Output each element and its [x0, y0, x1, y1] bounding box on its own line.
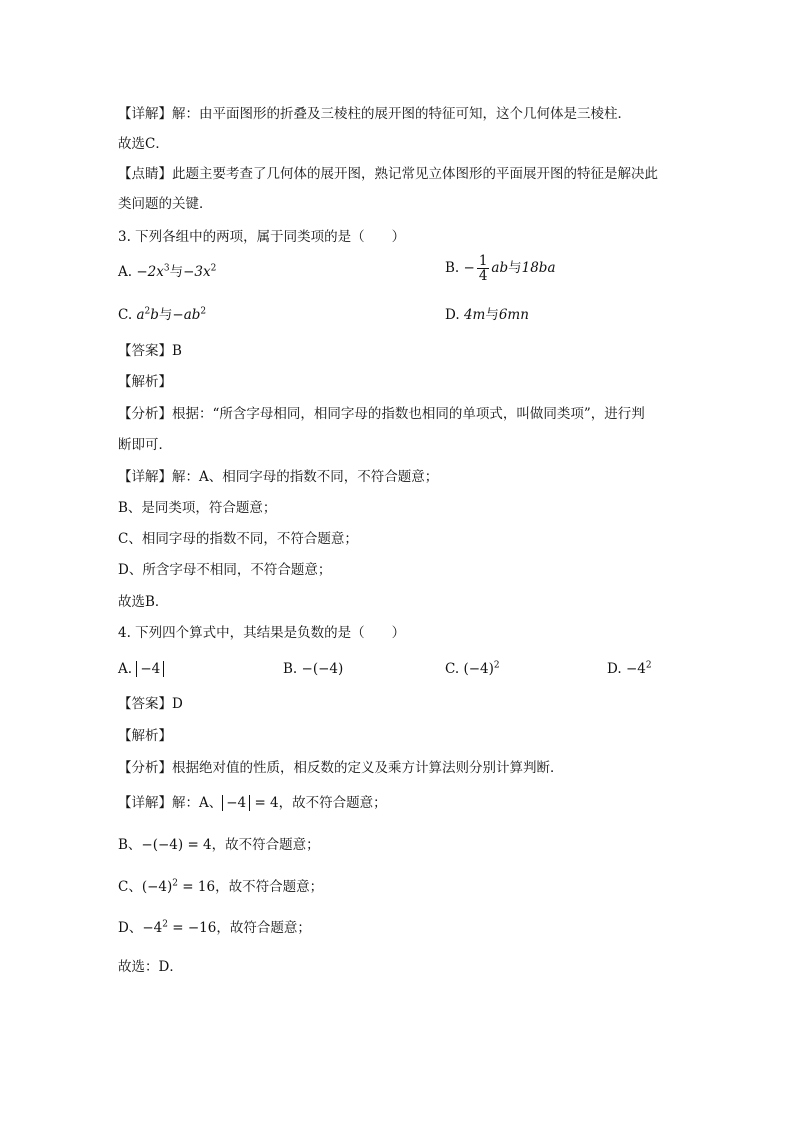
q4-detail-c	[118, 877, 323, 897]
math-term: −4	[142, 920, 163, 936]
math-equation: = 4	[250, 795, 279, 811]
detail-prefix: B、	[118, 837, 142, 853]
detail-prefix: C、	[118, 879, 142, 895]
q4-option-c	[445, 659, 500, 679]
q3-answer: 【答案】B	[118, 343, 182, 359]
option-label: C.	[445, 661, 460, 677]
q3-option-c	[118, 305, 206, 325]
q4-option-b	[283, 659, 343, 679]
math-term: (−4)	[463, 661, 494, 677]
detail-suffix: ，故不符合题意；	[211, 837, 320, 853]
option-label: B.	[283, 661, 298, 677]
math-term: −2x	[136, 264, 164, 280]
q3-option-d	[445, 305, 529, 325]
math-equation: −(−4) = 4	[141, 837, 212, 853]
math-term: −4	[226, 795, 247, 811]
q4-answer: 【答案】D	[118, 696, 183, 712]
q4-detail-d	[118, 918, 311, 938]
absolute-value	[136, 661, 164, 677]
exponent: 2	[645, 660, 652, 671]
q4-option-a	[118, 659, 164, 679]
q3-detail-b: B、是同类项，符合题意；	[118, 500, 277, 516]
math-term: 6mn	[498, 307, 529, 323]
q4-choose: 故选：D．	[118, 959, 183, 975]
exponent: 2	[210, 263, 217, 274]
q3-analysis-head: 【解析】	[118, 374, 172, 390]
detail-suffix: ，故符合题意；	[216, 920, 311, 936]
intro-comment-line-2: 类问题的关键．	[118, 196, 213, 212]
intro-choose: 故选C．	[118, 136, 169, 152]
math-equation: = −16	[167, 920, 217, 936]
math-term: ab	[491, 260, 509, 276]
exponent: 2	[144, 306, 151, 317]
option-label: D.	[445, 307, 460, 323]
exponent: 2	[200, 306, 207, 317]
q3-analysis-line-2: 断即可．	[118, 437, 172, 453]
exponent: 3	[163, 263, 170, 274]
math-term: b	[150, 307, 159, 323]
question-4-stem: 4. 下列四个算式中，其结果是负数的是（ ）	[118, 625, 406, 641]
math-term: −4	[140, 661, 161, 677]
math-term: (−4)	[141, 879, 173, 895]
detail-suffix: ，故不符合题意；	[215, 879, 324, 895]
math-term: a	[136, 307, 145, 323]
detail-suffix: ，故不符合题意；	[278, 795, 387, 811]
detail-prefix: D、	[118, 920, 143, 936]
question-3-stem: 3. 下列各组中的两项，属于同类项的是（ ）	[118, 229, 406, 245]
q4-detail-a	[118, 793, 387, 813]
option-label: A.	[118, 264, 133, 280]
fraction-denominator: 4	[478, 268, 488, 284]
connector: 与	[169, 264, 184, 280]
connector: 与	[485, 307, 499, 323]
detail-prefix: 【详解】解：A、	[118, 795, 223, 811]
exponent: 2	[172, 878, 179, 889]
exponent: 2	[162, 919, 168, 930]
connector: 与	[158, 307, 173, 323]
absolute-value	[222, 795, 250, 811]
q3-analysis-line-1: 【分析】根据：“所含字母相同，相同字母的指数也相同的单项式，叫做同类项”，进行判	[118, 406, 645, 422]
intro-detail: 【详解】解：由平面图形的折叠及三棱柱的展开图的特征可知，这个几何体是三棱柱．	[118, 106, 631, 122]
option-label: B.	[445, 260, 460, 276]
q3-detail-d: D、所含字母不相同，不符合题意；	[118, 562, 332, 578]
q4-option-d	[607, 659, 652, 679]
math-term: −4	[625, 661, 646, 677]
option-label: C.	[118, 307, 133, 323]
math-term: −ab	[172, 307, 201, 323]
q3-detail-a: 【详解】解：A、相同字母的指数不同，不符合题意；	[118, 469, 439, 485]
minus-sign: −	[463, 260, 475, 276]
fraction	[477, 254, 490, 283]
q3-option-a	[118, 262, 216, 282]
q3-option-b	[445, 254, 556, 283]
math-term: 4m	[463, 307, 486, 323]
math-term: 18ba	[521, 260, 556, 276]
q4-analysis-head: 【解析】	[118, 728, 172, 744]
q4-detail-b	[118, 835, 320, 855]
math-equation: = 16	[178, 879, 216, 895]
option-label: D.	[607, 661, 622, 677]
option-label: A.	[118, 661, 133, 677]
connector: 与	[508, 260, 522, 276]
exponent: 2	[493, 660, 500, 671]
intro-comment-line-1: 【点睛】此题主要考查了几何体的展开图，熟记常见立体图形的平面展开图的特征是解决此	[118, 166, 658, 182]
q4-analysis: 【分析】根据绝对值的性质，相反数的定义及乘方计算法则分别计算判断．	[118, 760, 564, 776]
fraction-numerator: 1	[478, 253, 488, 269]
q3-detail-c: C、相同字母的指数不同，不符合题意；	[118, 531, 358, 547]
math-term: −3x	[183, 264, 211, 280]
math-term: −(−4)	[301, 661, 344, 677]
q3-choose: 故选B．	[118, 594, 169, 610]
